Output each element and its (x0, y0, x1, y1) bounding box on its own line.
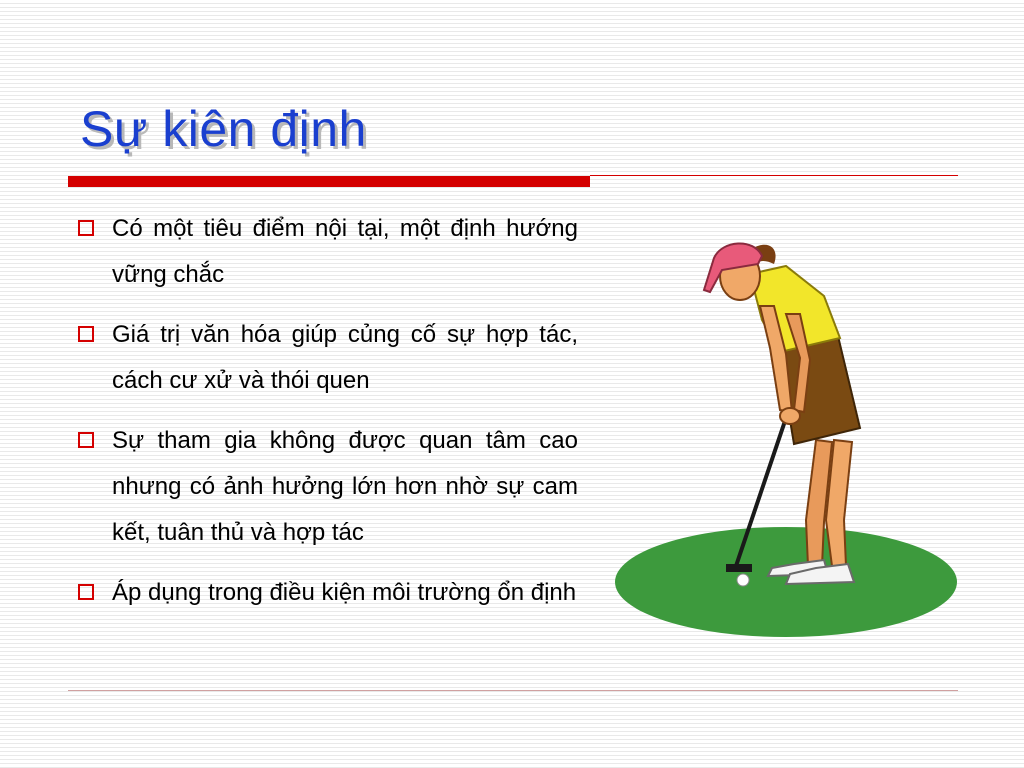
hands (780, 408, 800, 424)
slide-title: Sự kiên định (80, 101, 367, 157)
bullet-item (76, 570, 578, 616)
hollow-square-bullet-icon (78, 432, 94, 448)
footer-rule (68, 690, 958, 691)
bullet-text: Áp dụng trong điều kiện môi trường ổn định (112, 579, 577, 606)
bullet-text: Giá trị văn hóa giúp củng cố sự hợp tác, cách cư xử và thói quen (112, 321, 578, 394)
title-underline-thick (68, 176, 590, 187)
hollow-square-bullet-icon (78, 220, 94, 236)
putter-head (726, 564, 752, 572)
bullet-item (76, 312, 578, 404)
bullet-text: Sự tham gia không được quan tâm cao nhưng có ảnh hưởng lớn hơn nhờ sự cam kết, tuân thủ và hợp tác (112, 427, 578, 546)
bullet-item (76, 206, 578, 298)
hollow-square-bullet-icon (78, 326, 94, 342)
bullet-list (76, 206, 578, 630)
bullet-item (76, 418, 578, 556)
golf-ball (737, 574, 749, 586)
title-underline-thin (590, 175, 958, 176)
bullet-text: Có một tiêu điểm nội tại, một định hướng vững chắc (112, 215, 578, 288)
hollow-square-bullet-icon (78, 584, 94, 600)
golfer-putting-image (610, 230, 962, 646)
